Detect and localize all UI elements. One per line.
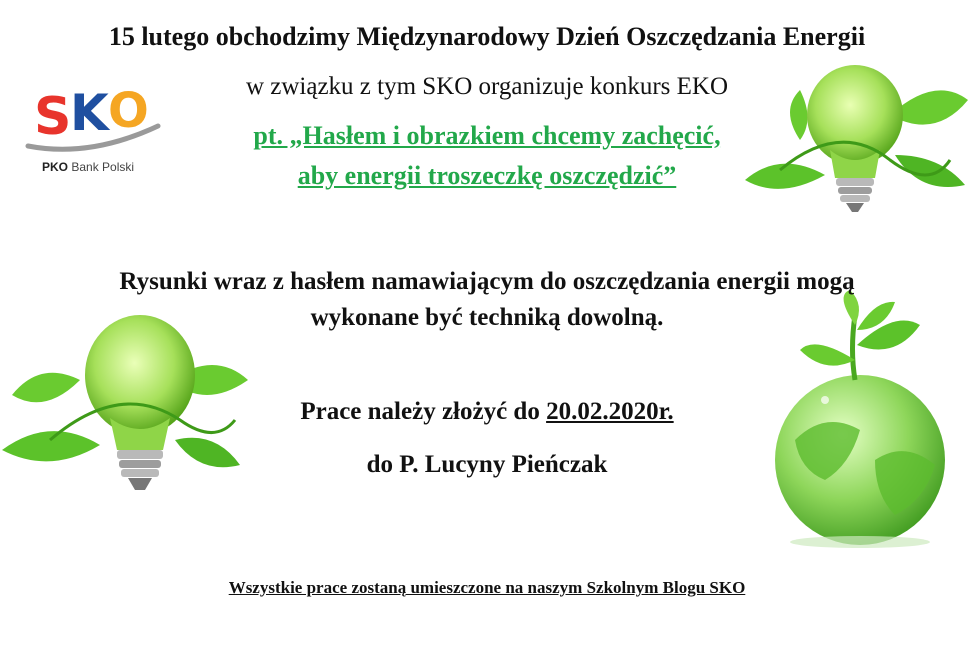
deadline-date: 20.02.2020r.	[546, 398, 674, 425]
rules-line1: Rysunki wraz z hasłem namawiającym do oszczędzania energii mogą	[119, 268, 855, 295]
logo-letter-k: K	[70, 84, 109, 142]
deadline	[0, 398, 974, 426]
logo-bank-rest: Bank Polski	[68, 160, 135, 174]
subline: w związku z tym SKO organizuje konkurs EKO	[245, 73, 729, 100]
logo-letter-s: S	[34, 87, 72, 147]
logo-letter-o: O	[108, 83, 149, 139]
contest-title-line2: aby energii troszeczkę oszczędzić”	[297, 161, 677, 190]
contest-title-line1: pt. „Hasłem i obrazkiem chcemy zachęcić,	[253, 121, 721, 150]
rules-line2: wykonane być techniką dowolną.	[310, 304, 664, 331]
deadline-prefix: Prace należy złożyć do	[300, 398, 547, 425]
headline: 15 lutego obchodzimy Międzynarodowy Dzień Oszczędzania Energii	[108, 22, 866, 51]
logo-bank-bold: PKO	[42, 160, 69, 174]
footer-note: Wszystkie prace zostaną umieszczone na naszym Szkolnym Blogu SKO	[228, 578, 746, 597]
recipient: do P. Lucyny Pieńczak	[366, 451, 608, 478]
